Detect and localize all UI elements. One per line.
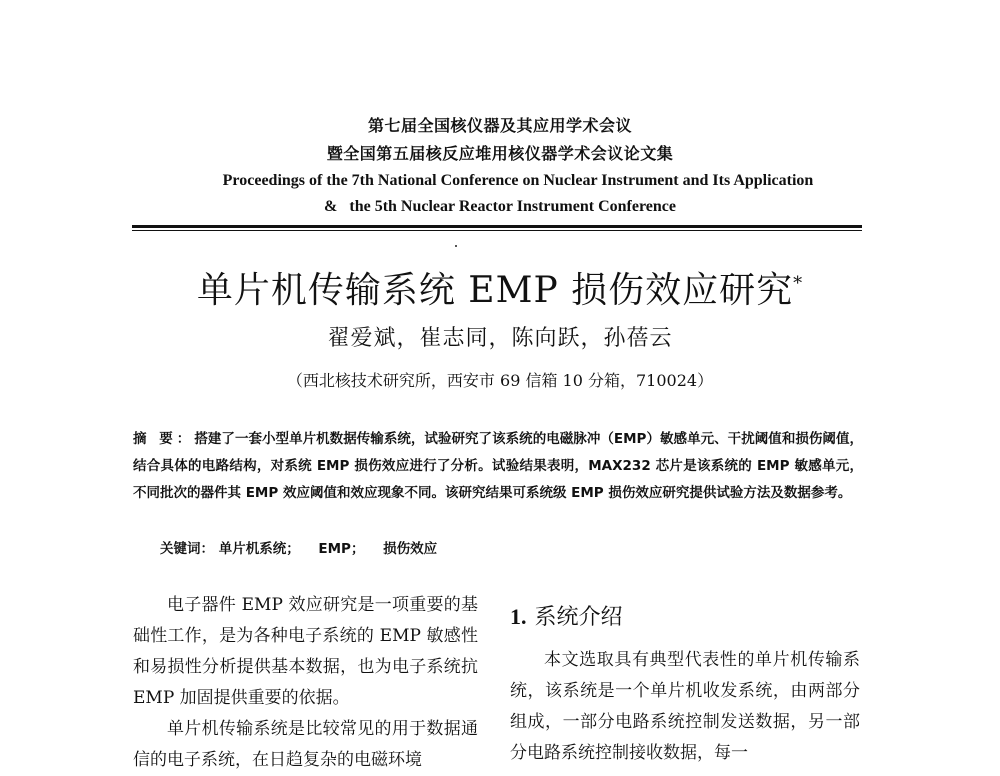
body-paragraph: 单片机传输系统是比较常见的用于数据通信的电子系统，在日趋复杂的电磁环境 <box>133 719 478 770</box>
proceedings-title-cn-2: 暨全国第五届核反应堆用核仪器学术会议论文集 <box>326 144 674 163</box>
paper-title-text: 单片机传输系统 EMP 损伤效应研究 <box>196 270 794 311</box>
section-heading <box>510 598 860 637</box>
body-left-column <box>133 590 478 776</box>
keyword-item: 损伤效应 <box>383 541 438 557</box>
title-footnote-mark: * <box>793 273 804 294</box>
proceedings-header <box>0 112 1000 220</box>
body-paragraph: 本文选取具有典型代表性的单片机传输系统，该系统是一个单片机收发系统，由两部分组成，一部分电路系统控制发送数据，另一部分电路系统控制接收数据，每一 <box>510 650 860 763</box>
section-number: 1. <box>510 604 527 629</box>
paper-title <box>0 258 1000 317</box>
paper-authors: 翟爱斌，崔志同，陈向跃，孙蓓云 <box>327 326 673 351</box>
abstract-text: 搭建了一套小型单片机数据传输系统，试验研究了该系统的电磁脉冲（EMP）敏感单元、干扰阈值和损伤阈值，结合具体的电路结构，对系统 EMP 损伤效应进行了分析。试验结果表明，MAX232 芯片是该系统的 EMP 敏感单元，不同批次的器件其 EMP 效应阈值和效应现象不同。该研究结果可系统级 EMP 损伤效应研究提供试验方法及数据参考。 <box>133 431 863 501</box>
paper-affiliation: （西北核技术研究所，西安市 69 信箱 10 分箱，710024） <box>286 371 714 390</box>
proceedings-title-en-2: & the 5th Nuclear Reactor Instrument Conference <box>324 198 676 215</box>
speck-mark <box>455 245 457 247</box>
keywords-label: 关键词： <box>160 541 214 557</box>
body-right-column <box>510 598 860 769</box>
proceedings-title-en-1: Proceedings of the 7th National Conference on Nuclear Instrument and Its Application <box>222 172 814 189</box>
abstract <box>133 426 863 507</box>
body-paragraph: 电子器件 EMP 效应研究是一项重要的基础性工作，是为各种电子系统的 EMP 敏感性和易损性分析提供基本数据，也为电子系统抗 EMP 加固提供重要的依据。 <box>133 595 478 708</box>
section-title: 系统介绍 <box>534 605 623 630</box>
keyword-item: 单片机系统； <box>218 541 300 557</box>
keyword-item: EMP； <box>318 541 365 557</box>
keywords <box>160 536 451 563</box>
abstract-label: 摘 要： <box>133 431 195 447</box>
header-rule-thick <box>132 225 862 228</box>
proceedings-title-cn-1: 第七届全国核仪器及其应用学术会议 <box>367 116 632 135</box>
header-rule-thin <box>132 230 862 231</box>
